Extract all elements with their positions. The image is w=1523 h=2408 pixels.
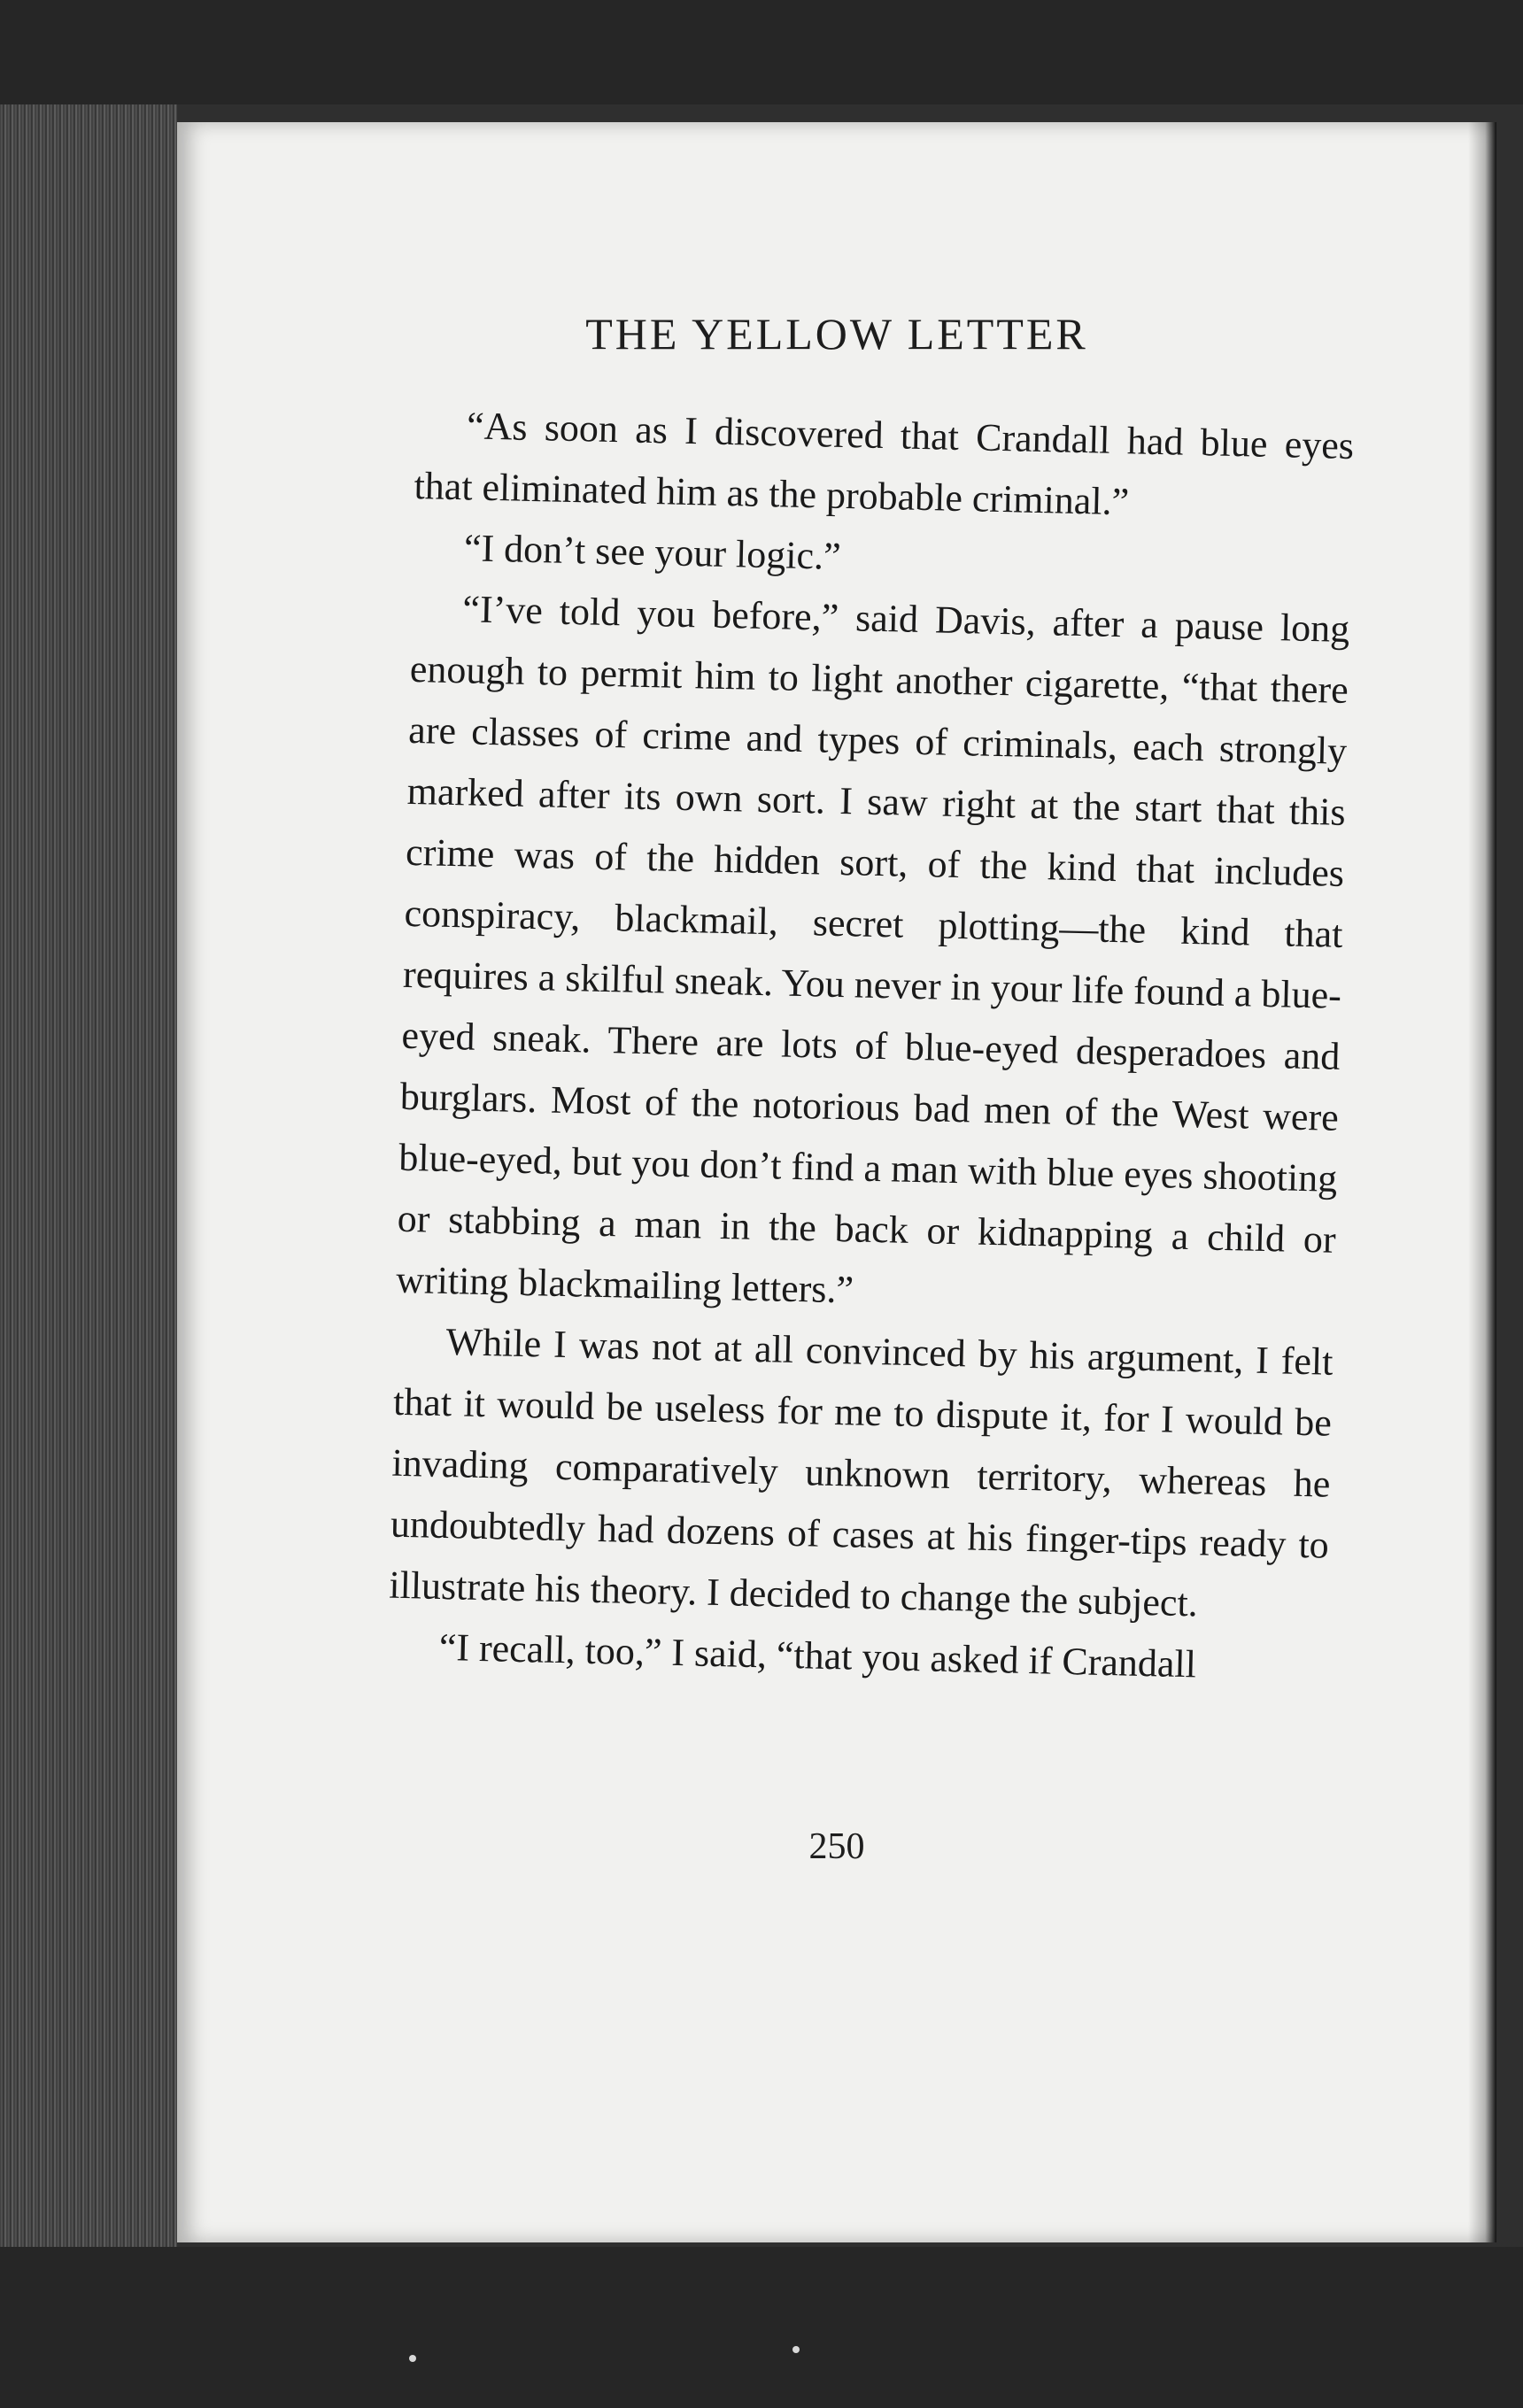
page-edges	[0, 104, 177, 2247]
paragraph: “I’ve told you before,” said Davis, after a pause long enough to permit him to light another cigarette, “that there are classes of crime and types of criminals, each strongly marked after its own sort. I saw right at the start that this crime was of the hidden sort, of the kind that includes conspiracy, blackmail, secret plotting—the kind that requires a skilful sneak. You never in your life found a blue-eyed sneak. There are lots of blue-eyed desperadoes and burglars. Most of the notorious bad men of the West were blue-eyed, but you don’t find a man with blue eyes shooting or stabbing a man in the back or kidnapping a child or writing blackmailing letters.”	[395, 587, 1350, 1312]
paragraph: “I don’t see your logic.”	[463, 526, 842, 578]
paragraph: “As soon as I discovered that Crandall had blue eyes that eliminated him as the probable criminal.”	[414, 404, 1355, 524]
dust-speck	[409, 2355, 416, 2362]
running-head: THE YELLOW LETTER	[585, 309, 1088, 359]
paragraph: While I was not at all convinced by his argument, I felt that it would be useless for me to dispute it, for I would be invading comparatively unknown territory, whereas he undoubtedly had dozens of cases at his finger-tips ready to illustrate his theory. I decided to change the subject.	[388, 1320, 1334, 1625]
body-text	[387, 394, 1355, 1698]
dust-speck	[792, 2346, 800, 2353]
page-number: 250	[808, 1826, 865, 1867]
gutter-shadow	[1468, 122, 1496, 2242]
paragraph: “I recall, too,” I said, “that you asked if Crandall	[438, 1625, 1197, 1686]
